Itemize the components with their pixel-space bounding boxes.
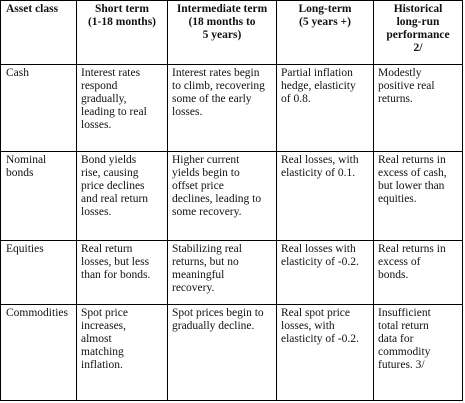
cell-equities-long-term: Real losses with elasticity of -0.2.: [277, 241, 374, 305]
header-row: [1, 1, 463, 65]
cell-equities-intermediate-term: Stabilizing real returns, but no meaningful recovery.: [168, 241, 277, 305]
row-label-equities: Equities: [1, 241, 77, 305]
cell-commodities-historical: Insufficient total return data for commodity futures. 3/: [374, 305, 463, 401]
header-historical-performance: Historical long-run performance 2/: [374, 1, 463, 65]
row-label-cash: Cash: [1, 65, 77, 152]
cell-bonds-short-term: Bond yields rise, causing price declines and real return losses.: [77, 152, 168, 241]
cell-commodities-short-term: Spot price increases, almost matching inflation.: [77, 305, 168, 401]
table-row-commodities: [1, 305, 463, 401]
cell-equities-historical: Real returns in excess of bonds.: [374, 241, 463, 305]
row-label-commodities: Commodities: [1, 305, 77, 401]
cell-cash-long-term: Partial inflation hedge, elasticity of 0.8.: [277, 65, 374, 152]
cell-commodities-long-term: Real spot price losses, with elasticity of -0.2.: [277, 305, 374, 401]
table-row-nominal-bonds: [1, 152, 463, 241]
cell-cash-short-term: Interest rates respond gradually, leading to real losses.: [77, 65, 168, 152]
row-label-nominal-bonds: Nominal bonds: [1, 152, 77, 241]
header-short-term: Short term (1-18 months): [77, 1, 168, 65]
cell-equities-short-term: Real return losses, but less than for bonds.: [77, 241, 168, 305]
cell-bonds-historical: Real returns in excess of cash, but lower than equities.: [374, 152, 463, 241]
cell-commodities-intermediate-term: Spot prices begin to gradually decline.: [168, 305, 277, 401]
cell-bonds-long-term: Real losses, with elasticity of 0.1.: [277, 152, 374, 241]
cell-cash-intermediate-term: Interest rates begin to climb, recovering some of the early losses.: [168, 65, 277, 152]
header-asset-class: Asset class: [1, 1, 77, 65]
table-row-cash: [1, 65, 463, 152]
table-row-equities: [1, 241, 463, 305]
cell-bonds-intermediate-term: Higher current yields begin to offset price declines, leading to some recovery.: [168, 152, 277, 241]
header-long-term: Long-term (5 years +): [277, 1, 374, 65]
header-intermediate-term: Intermediate term (18 months to 5 years): [168, 1, 277, 65]
cell-cash-historical: Modestly positive real returns.: [374, 65, 463, 152]
